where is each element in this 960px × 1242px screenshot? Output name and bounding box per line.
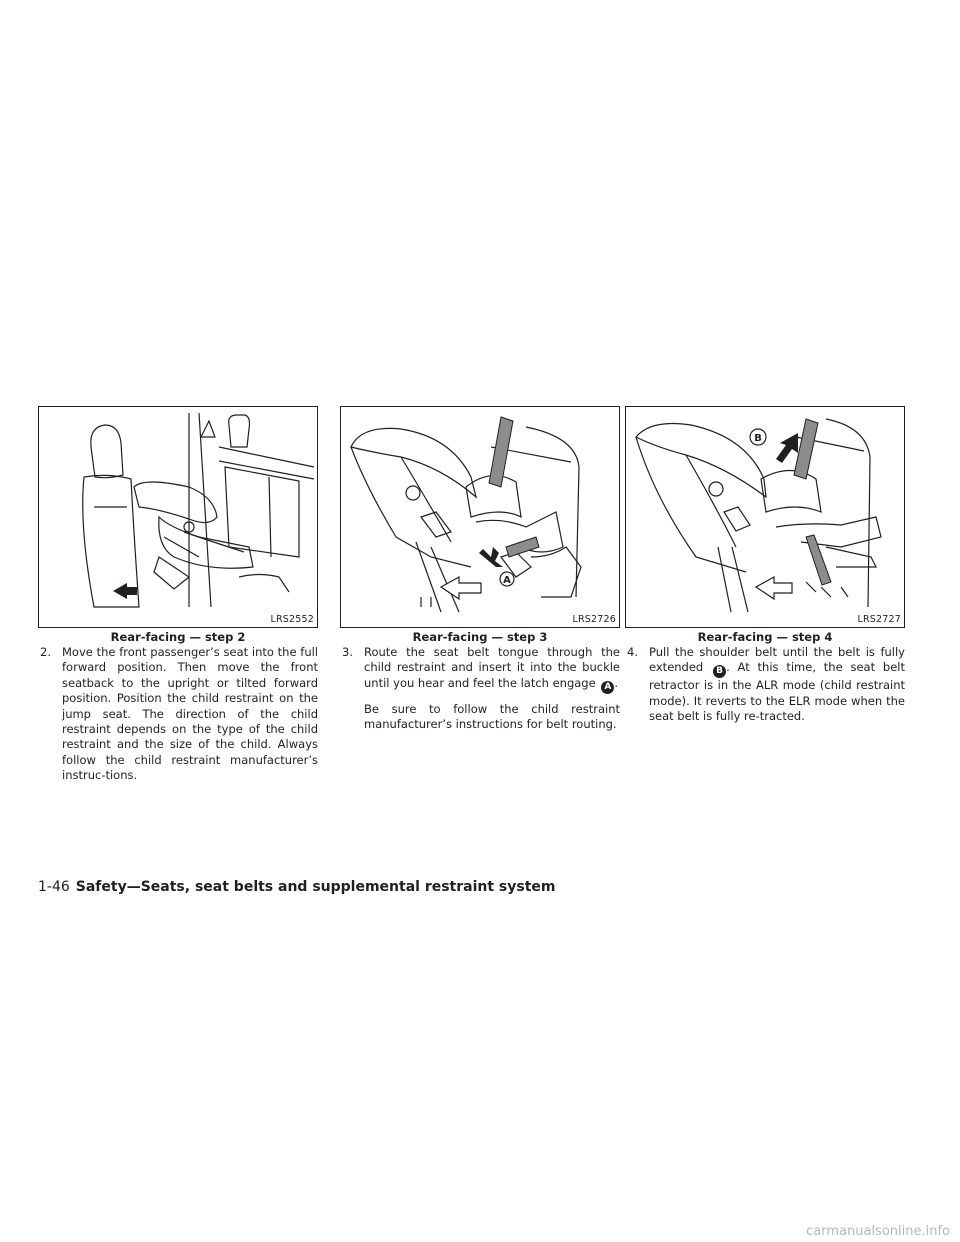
callout-a-icon: A <box>601 681 614 694</box>
figure-code: LRS2727 <box>857 614 901 625</box>
svg-text:B: B <box>754 433 762 444</box>
step-4-text <box>625 645 905 725</box>
step-body: Route the seat belt tongue through the child restraint and insert it into the buckle until you hear and feel the latch engage <box>364 645 620 690</box>
illustration-belt-routing <box>341 407 619 627</box>
step-body-after: . At this time, the seat belt retractor is in the ALR mode (child restraint mode). It reverts to the ELR mode when the seat belt is fully re-tracted. <box>649 660 905 724</box>
svg-text:A: A <box>503 575 511 586</box>
step-body: Move the front passenger’s seat into the full forward position. Then move the front seatback to the upright or tilted forward position. Position the child restraint on the jump seat. The direction of the child restraint depends on the type of the child restraint and the size of the child. Always follow the child restraint manufacturer’s instruc-tions. <box>62 645 318 783</box>
figure-code: LRS2726 <box>572 614 616 625</box>
page-number: 1-46 <box>38 879 70 895</box>
arrow-icon <box>776 433 798 463</box>
step-suffix: . <box>614 675 618 690</box>
watermark: carmanualsonline.info <box>806 1224 950 1239</box>
column-step-4 <box>625 406 905 725</box>
belt-routing-note: Be sure to follow the child restraint manufacturer’s instructions for belt routing. <box>364 701 620 732</box>
step-3-text <box>340 645 620 694</box>
illustration-jump-seat <box>39 407 317 627</box>
figure-caption: Rear-facing — step 2 <box>110 630 246 644</box>
step-number: 4. <box>627 645 638 659</box>
section-title: Safety—Seats, seat belts and supplemental restraint system <box>75 879 556 895</box>
illustration-shoulder-belt <box>626 407 904 627</box>
column-step-2 <box>38 406 318 784</box>
page-footer <box>38 879 556 895</box>
figure-step-2 <box>38 406 318 628</box>
step-number: 2. <box>40 645 51 659</box>
step-body-before: Pull the shoulder belt until the belt is fully extended <box>649 645 905 675</box>
figure-step-3 <box>340 406 620 628</box>
figure-caption: Rear-facing — step 4 <box>697 630 833 644</box>
arrow-icon <box>113 583 137 599</box>
step-number: 3. <box>342 645 353 659</box>
arrow-icon <box>479 547 503 567</box>
step-2-text <box>38 645 318 784</box>
figure-caption: Rear-facing — step 3 <box>412 630 548 644</box>
column-step-3 <box>340 406 620 733</box>
callout-b-icon: B <box>713 665 726 678</box>
figure-code: LRS2552 <box>270 614 314 625</box>
figure-step-4 <box>625 406 905 628</box>
